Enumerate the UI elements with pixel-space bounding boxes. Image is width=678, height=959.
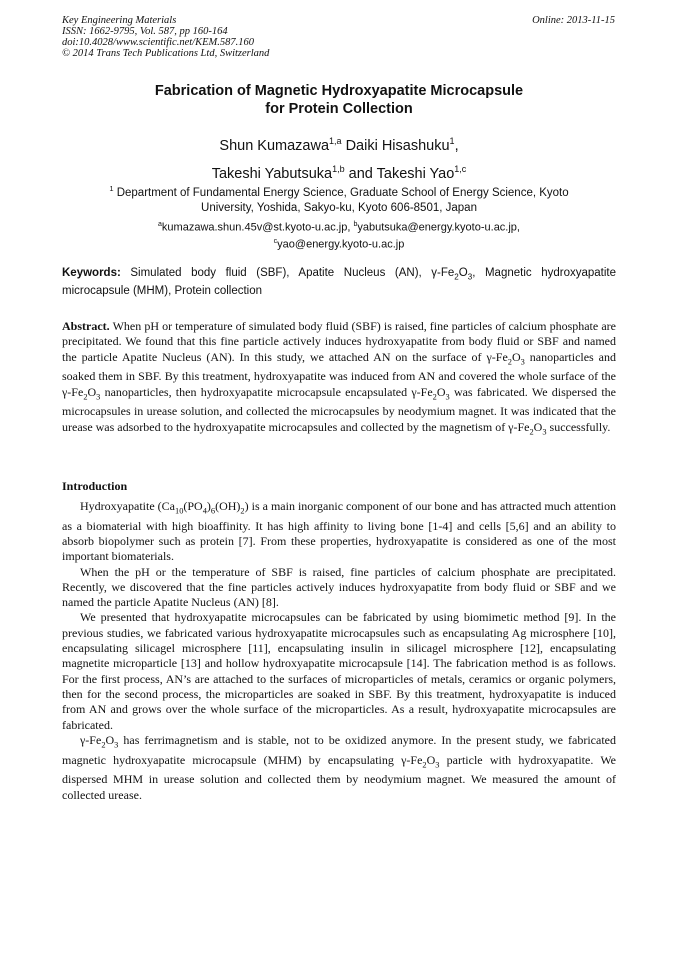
section-heading-introduction: Introduction bbox=[62, 479, 128, 493]
author-3: Takeshi Yabutsuka bbox=[211, 165, 333, 182]
affiliation bbox=[62, 181, 616, 216]
keywords-text-1: Simulated body fluid (SBF), Apatite Nucleus (AN), γ-Fe bbox=[130, 267, 455, 279]
affiliation-sup: 1 bbox=[109, 184, 114, 193]
journal-issn: ISSN: 1662-9795, Vol. 587, pp 160-164 bbox=[62, 26, 228, 37]
intro-paragraph-3: We presented that hydroxyapatite microcapsules can be fabricated by using biomimetic method [9]. In the previous studies, we fabricated various hydroxyapatite microcapsules such as encapsulating Ag microsphere [10], encapsulating silicagel microsphere [11], encapsulating insulin in silicagel microsphere [12], encapsulating magnetite microparticle [13] and hollow hydroxyapatite microcapsule [14]. The fabrication method is as follows. For the first process, AN’s are attached to the surfaces of microparticles of metals, ceramics or organic polymers, then for the second process, the microparticles are soaked in SBF. By this treatment, hydroxyapatite is induced from AN and grows over the whole surface of the microparticles. As a result, hydroxyapatite microcapsules are fabricated. bbox=[62, 610, 616, 732]
journal-copyright: © 2014 Trans Tech Publications Ltd, Switzerland bbox=[62, 48, 270, 59]
introduction-body bbox=[62, 499, 616, 803]
abstract-text-2: nanoparticles and soaked them in SBF. By this treatment, hydroxyapatite was induced from AN and covered the whole surface of the γ-Fe bbox=[62, 349, 616, 399]
email-a: kumazawa.shun.45v@st.kyoto-u.ac.jp, bbox=[161, 221, 351, 234]
abstract-text-1: When pH or temperature of simulated body fluid (SBF) is raised, fine particles of calcium phosphate are precipitated. We found that this fine particle actively induces hydroxyapatite from body fluid or SBF and named the particle Apatite Nucleus (AN). In this study, we attached AN on the surface of γ-Fe bbox=[62, 319, 616, 364]
affiliation-line-2: University, Yoshida, Sakyo-ku, Kyoto 606-8501, Japan bbox=[201, 201, 477, 214]
keywords-label: Keywords: bbox=[62, 267, 121, 279]
journal-name: Key Engineering Materials bbox=[62, 15, 177, 26]
author-list: Shun Kumazawa$^{1,a}$ Daiki Hisashuku$^1$, Takeshi Yabutsuka$^{1,b}$ and Takeshi Yao$^{1,c}$ bbox=[211, 136, 467, 182]
intro-paragraph-1: Hydroxyapatite $(Ca_{10}(PO_4)_6(OH)_2)$ is a main inorganic component of our bone and has attracted much attention as a biomaterial with high bioaffinity. It has high affinity to living bone [1-4] and cells [5,6] and an ability to absorb biopolymer such as protein [7]. From these properties, hydroxyapatite is considered as one of the most important biomaterials. bbox=[62, 499, 616, 564]
author-4-affil: 1,c bbox=[454, 163, 467, 174]
keywords: Keywords: Simulated body fluid (SBF), Apatite Nucleus (AN), $\gamma-Fe_2O_3$, Magnetic hydroxyapatite microcapsule (MHM), Protein collection bbox=[62, 267, 616, 298]
intro-paragraph-2: When the pH or the temperature of SBF is raised, fine particles of calcium phosphate are precipitated. Recently, we discovered that the fine particles actively induces hydroxyapatite from body fluid or SBF and we named the particle Apatite Nucleus (AN) [8]. bbox=[62, 564, 616, 610]
abstract: Abstract. When pH or temperature of simulated body fluid (SBF) is raised, fine particles of calcium phosphate are precipitated. We found that this fine particle actively induces hydroxyapatite from body fluid or SBF and named the particle Apatite Nucleus (AN). In this study, we attached AN on the surface of $\gamma-Fe_2O_3$ nanoparticles and soaked them in SBF. By this treatment, hydroxyapatite was induced from AN and covered the whole surface of the $\gamma-Fe_2O_3$ nanoparticles, then hydroxyapatite microcapsule encapsulated $\gamma-Fe_2O_3$ was fabricated. We dispersed the microcapsules in urease solution, and collected the microcapsules by neodymium magnet. It was indicated that the urease was adsorbed to the hydroxyapatite microcapsules and collected by the magnetism of $\gamma-Fe_2O_3$ successfully. bbox=[62, 319, 616, 436]
email-c: yao@energy.kyoto-u.ac.jp bbox=[277, 238, 405, 251]
author-1: Shun Kumazawa bbox=[219, 137, 330, 154]
journal-doi: doi:10.4028/www.scientific.net/KEM.587.160 bbox=[62, 37, 254, 48]
affiliation-line-1: Department of Fundamental Energy Science, Graduate School of Energy Science, Kyoto bbox=[116, 186, 569, 199]
intro-paragraph-4: $\gamma-Fe_2O_3$ has ferrimagnetism and is stable, not to be oxidized anymore. In the present study, we fabricated magnetic hydroxyapatite microcapsule (MHM) by encapsulating $\gamma-Fe_2O_3$ particle with hydroxyapatite. We dispersed MHM in urease solution and collected them by neodymium magnet. We measured the amount of collected urease. bbox=[62, 732, 617, 802]
author-4: Takeshi Yao bbox=[376, 165, 455, 182]
title-line-1: Fabrication of Magnetic Hydroxyapatite Microcapsule bbox=[154, 83, 524, 99]
author-and: and bbox=[348, 165, 373, 182]
title-line-2: for Protein Collection bbox=[265, 101, 413, 117]
email-b: yabutsuka@energy.kyoto-u.ac.jp, bbox=[357, 221, 520, 234]
online-date: Online: 2013-11-15 bbox=[532, 15, 615, 26]
author-1-affil: 1,a bbox=[329, 136, 342, 146]
author-2-affil: 1 bbox=[449, 136, 455, 146]
journal-header bbox=[62, 15, 269, 59]
keywords-text-2: , Magnetic hydroxyapatite microcapsule (MHM), Protein collection bbox=[62, 267, 616, 298]
abstract-label: Abstract. bbox=[62, 319, 110, 333]
author-2: Daiki Hisashuku bbox=[345, 137, 450, 154]
author-3-affil: 1,b bbox=[332, 163, 345, 174]
abstract-text-4: was fabricated. We dispersed the microcapsules in urease solution, and collected the microcapsules by neodymium magnet. It was indicated that the urease was adsorbed to the hydroxyapatite microcapsules and collected by the magnetism of γ-Fe bbox=[62, 384, 616, 434]
paper-title bbox=[62, 82, 616, 118]
abstract-text-3: nanoparticles, then hydroxyapatite microcapsule encapsulated γ-Fe bbox=[100, 384, 433, 399]
author-emails: $^a$kumazawa.shun.45v@st.kyoto-u.ac.jp, $^b$yabutsuka@energy.kyoto-u.ac.jp, $^c$yao@energy.kyoto-u.ac.jp bbox=[158, 221, 520, 251]
abstract-text-5: successfully. bbox=[546, 419, 611, 434]
